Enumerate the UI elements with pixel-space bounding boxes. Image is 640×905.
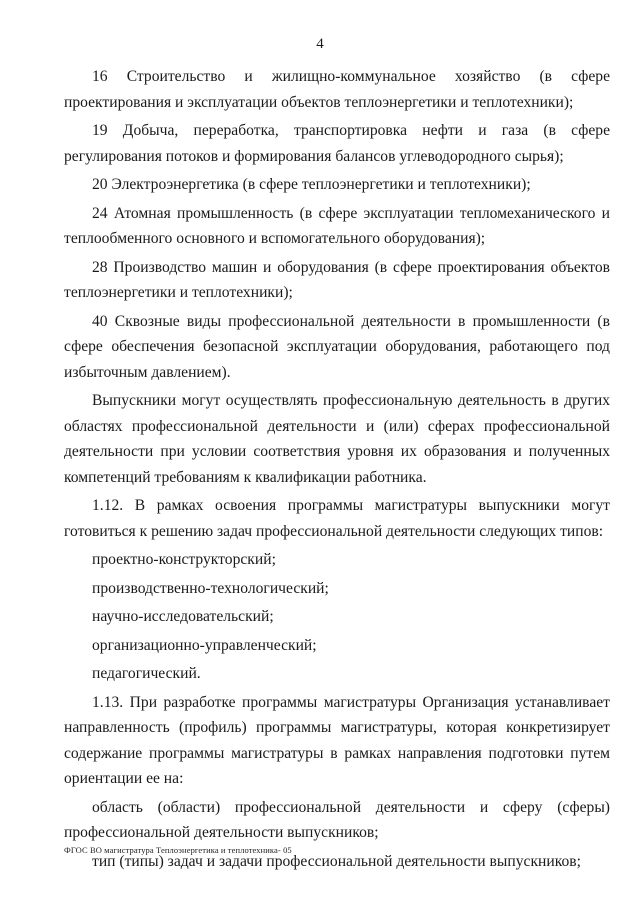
task-type-management: организационно-управленческий; — [92, 636, 317, 654]
task-type-production: производственно-технологический; — [92, 579, 329, 597]
area-item-24: 24 Атомная промышленность (в сфере эксплуатации тепломеханического и теплообменного основного и вспомогательного оборудования); — [64, 204, 610, 247]
task-type-pedagogical: педагогический. — [92, 665, 201, 682]
clause-1-13: 1.13. При разработке программы магистратуры Организация устанавливает направленность (профиль) программы магистратуры, которая конкретизирует содержание программы магистратуры в рамках направления подготовки путем ориентации ее на: — [64, 693, 610, 787]
graduates-paragraph: Выпускники могут осуществлять профессиональную деятельность в других областях профессиональной деятельности и (или) сферах профессиональной деятельности при условии соответствия уровня их образования и полученных компетенций требованиям к квалификации работника. — [64, 392, 610, 486]
page-number: 4 — [316, 36, 324, 52]
area-item-20: 20 Электроэнергетика (в сфере теплоэнергетики и теплотехники); — [92, 176, 531, 193]
area-item-28: 28 Производство машин и оборудования (в сфере проектирования объектов теплоэнергетики и теплотехники); — [64, 258, 610, 301]
area-item-16: 16 Строительство и жилищно-коммунальное хозяйство (в сфере проектирования и эксплуатации объектов теплоэнергетики и теплотехники); — [64, 68, 610, 111]
area-item-19: 19 Добыча, переработка, транспортировка нефти и газа (в сфере регулирования потоков и формирования балансов углеводородного сырья); — [64, 122, 610, 165]
document-body — [64, 64, 610, 877]
clause-1-12: 1.12. В рамках освоения программы магистратуры выпускники могут готовиться к решению задач профессиональной деятельности следующих типов: — [64, 497, 610, 540]
task-type-design: проектно-конструкторский; — [92, 551, 276, 568]
task-type-research: научно-исследовательский; — [92, 608, 274, 625]
document-footer: ФГОС ВО магистратура Теплоэнергетика и теплотехника- 05 — [64, 845, 292, 855]
area-item-40: 40 Сквозные виды профессиональной деятельности в промышленности (в сфере обеспечения безопасной эксплуатации оборудования, работающего под избыточным давлением). — [64, 312, 610, 381]
orientation-item-area: область (области) профессиональной деятельности и сферу (сферы) профессиональной деятельности выпускников; — [64, 798, 610, 841]
orientation-item-tasks: тип (типы) задач и задачи профессиональной деятельности выпускников; — [92, 852, 581, 870]
